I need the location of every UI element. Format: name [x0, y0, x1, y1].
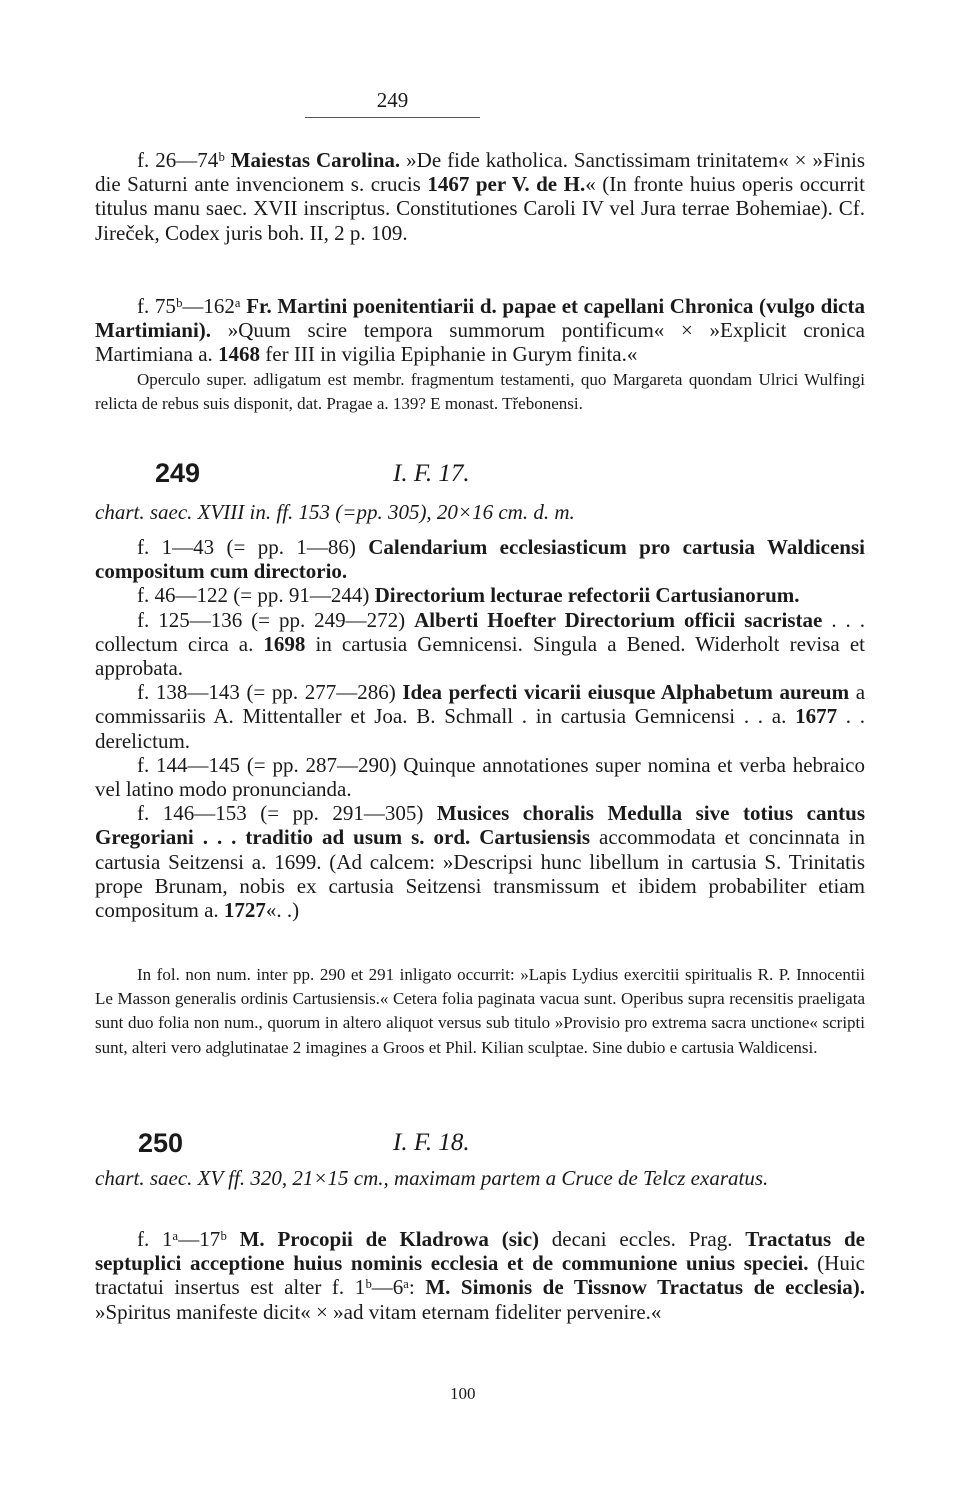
description-text: Quinque annotationes super nomina et verba hebraico vel latino modo pronuncianda.: [95, 752, 866, 802]
content-item: [95, 680, 865, 753]
folio-ref: f. 1—43 (= pp. 1—86): [137, 535, 369, 559]
entry-number: 250: [138, 1128, 184, 1158]
description-text: «. .): [265, 898, 300, 923]
entry-248-item-1: [95, 148, 865, 245]
folio-ref: f. 46—122 (= pp. 91—244): [137, 583, 375, 608]
work-title: Alberti Hoefter Directorium officii sacristae: [414, 607, 823, 632]
content-item: [95, 801, 865, 922]
folio-ref: f. 138—143 (= pp. 277—286): [137, 680, 403, 705]
work-title: Tractatus de septuplici acceptione huius nominis ecclesia et de communione unius speciei.: [95, 1227, 865, 1276]
folio-ref: f. 26—74ᵇ: [137, 148, 231, 172]
date-bold: 1467 per V. de H.: [427, 172, 586, 197]
incipit: »Spiritus manifeste dicit« × »ad vitam eternam fideliter pervenire.«: [95, 1299, 662, 1324]
shelfmark: I. F. 17.: [393, 460, 470, 487]
date-bold: 1727: [223, 898, 266, 923]
work-title: Idea perfecti vicarii eiusque Alphabetum aureum: [402, 680, 850, 705]
running-head-page-number: 249: [305, 88, 480, 118]
entry-250-contents: [95, 1227, 865, 1324]
description-text: in cartusia Gemnicensi. Singula a Bened. Widerholt revisa et approbata.: [95, 631, 865, 681]
incipit: »De fide katholica. Sanctissimam trinitatem« × »Finis die Saturni ante invencionem s. crucis: [95, 148, 865, 197]
description-text: « (In fronte huius operis occurrit titulus manu saec. XVII inscriptus. Constitutiones Caroli IV vel Jura terrae Bohemiae). Cf. Jireček, Codex juris boh. II, 2 p. 109.: [95, 172, 865, 245]
date-bold: 1468: [218, 342, 261, 367]
work-title: Maiestas Carolina.: [230, 148, 401, 172]
work-title: Directorium lecturae refectorii Cartusianorum.: [374, 583, 800, 608]
entry-248-note: Operculo super. adligatum est membr. fragmentum testamenti, quo Margareta quondam Ulrici Wulfingi relicta de rebus suis disponit, dat. Pragae a. 139? E monast. Třebonensi.: [95, 370, 865, 414]
folio-ref: f. 1ᵃ—17ᵇ: [137, 1227, 240, 1251]
description-text: accommodata et concinnata in cartusia Seitzensi a. 1699. (Ad calcem: »Descripsi hunc libellum in cartusia S. Trinitatis prope Brunam, nobis ex cartusia Seitzensi transmissum et ibidem probabiliter etiam compositum a.: [95, 825, 865, 923]
folio-ref: f. 125—136 (= pp. 249—272): [137, 607, 415, 632]
work-title: M. Simonis de Tissnow Tractatus de ecclesia).: [425, 1275, 865, 1300]
folio-ref: f. 75ᵇ—162ᵃ: [137, 294, 247, 318]
entry-248-item-2: [95, 294, 865, 367]
physical-description: chart. saec. XVIII in. ff. 153 (=pp. 305), 20×16 cm. d. m.: [95, 500, 575, 524]
author-name: M. Procopii de Kladrowa (sic): [239, 1227, 540, 1251]
footer-folio-number: 100: [450, 1384, 476, 1403]
physical-description: chart. saec. XV ff. 320, 21×15 cm., maximam partem a Cruce de Telcz exaratus.: [95, 1166, 769, 1190]
description-text: fer III in vigilia Epiphanie in Gurym finita.«: [260, 342, 638, 367]
entry-number: 249: [155, 458, 201, 488]
folio-ref: f. 146—153 (= pp. 291—305): [137, 801, 437, 826]
shelfmark: I. F. 18.: [393, 1129, 470, 1156]
description-text: . . derelictum.: [95, 704, 866, 753]
work-title: Calendarium ecclesiasticum pro cartusia Waldicensi compositum cum directorio.: [95, 535, 865, 584]
description-text: decani eccles. Prag.: [539, 1227, 746, 1251]
date-bold: 1698: [263, 631, 306, 656]
entry-249-contents: [95, 535, 865, 922]
content-item: [95, 753, 865, 801]
content-item: [95, 583, 865, 607]
content-item: [95, 608, 865, 681]
description-text: (Huic tractatui insertus est alter f. 1ᵇ—6ᵃ:: [95, 1251, 865, 1300]
folio-ref: f. 144—145 (= pp. 287—290): [137, 752, 404, 777]
work-title: Musices choralis Medulla sive totius cantus Gregoriani . . . traditio ad usum s. ord. Cartusiensis: [95, 801, 866, 850]
description-text: . . . collectum circa a.: [95, 607, 866, 656]
content-item: [95, 535, 865, 583]
content-item: [95, 1227, 865, 1324]
entry-249-note: In fol. non num. inter pp. 290 et 291 inligato occurrit: »Lapis Lydius exercitii spiritualis R. P. Innocentii Le Masson generalis ordinis Cartusiensis.« Cetera folia paginata vacua sunt. Operibus supra recensitis praeligata sunt duo folia non num., quorum in altero aliquot versus sub titulo »Provisio pro extrema sacra unctione« scripti sunt, alteri vero adglutinatae 2 imagines a Groos et Phil. Kilian sculptae. Sine dubio e cartusia Waldicensi.: [95, 965, 865, 1057]
incipit: »Quum scire tempora summorum pontificum« × »Explicit cronica Martimiana a.: [95, 318, 865, 367]
description-text: a commissariis A. Mittentaller et Joa. B. Schmall . in cartusia Gemnicensi . . a.: [95, 680, 866, 729]
date-bold: 1677: [795, 704, 838, 729]
work-title: Fr. Martini poenitentiarii d. papae et capellani Chronica (vulgo dicta Martimiani).: [95, 294, 865, 343]
